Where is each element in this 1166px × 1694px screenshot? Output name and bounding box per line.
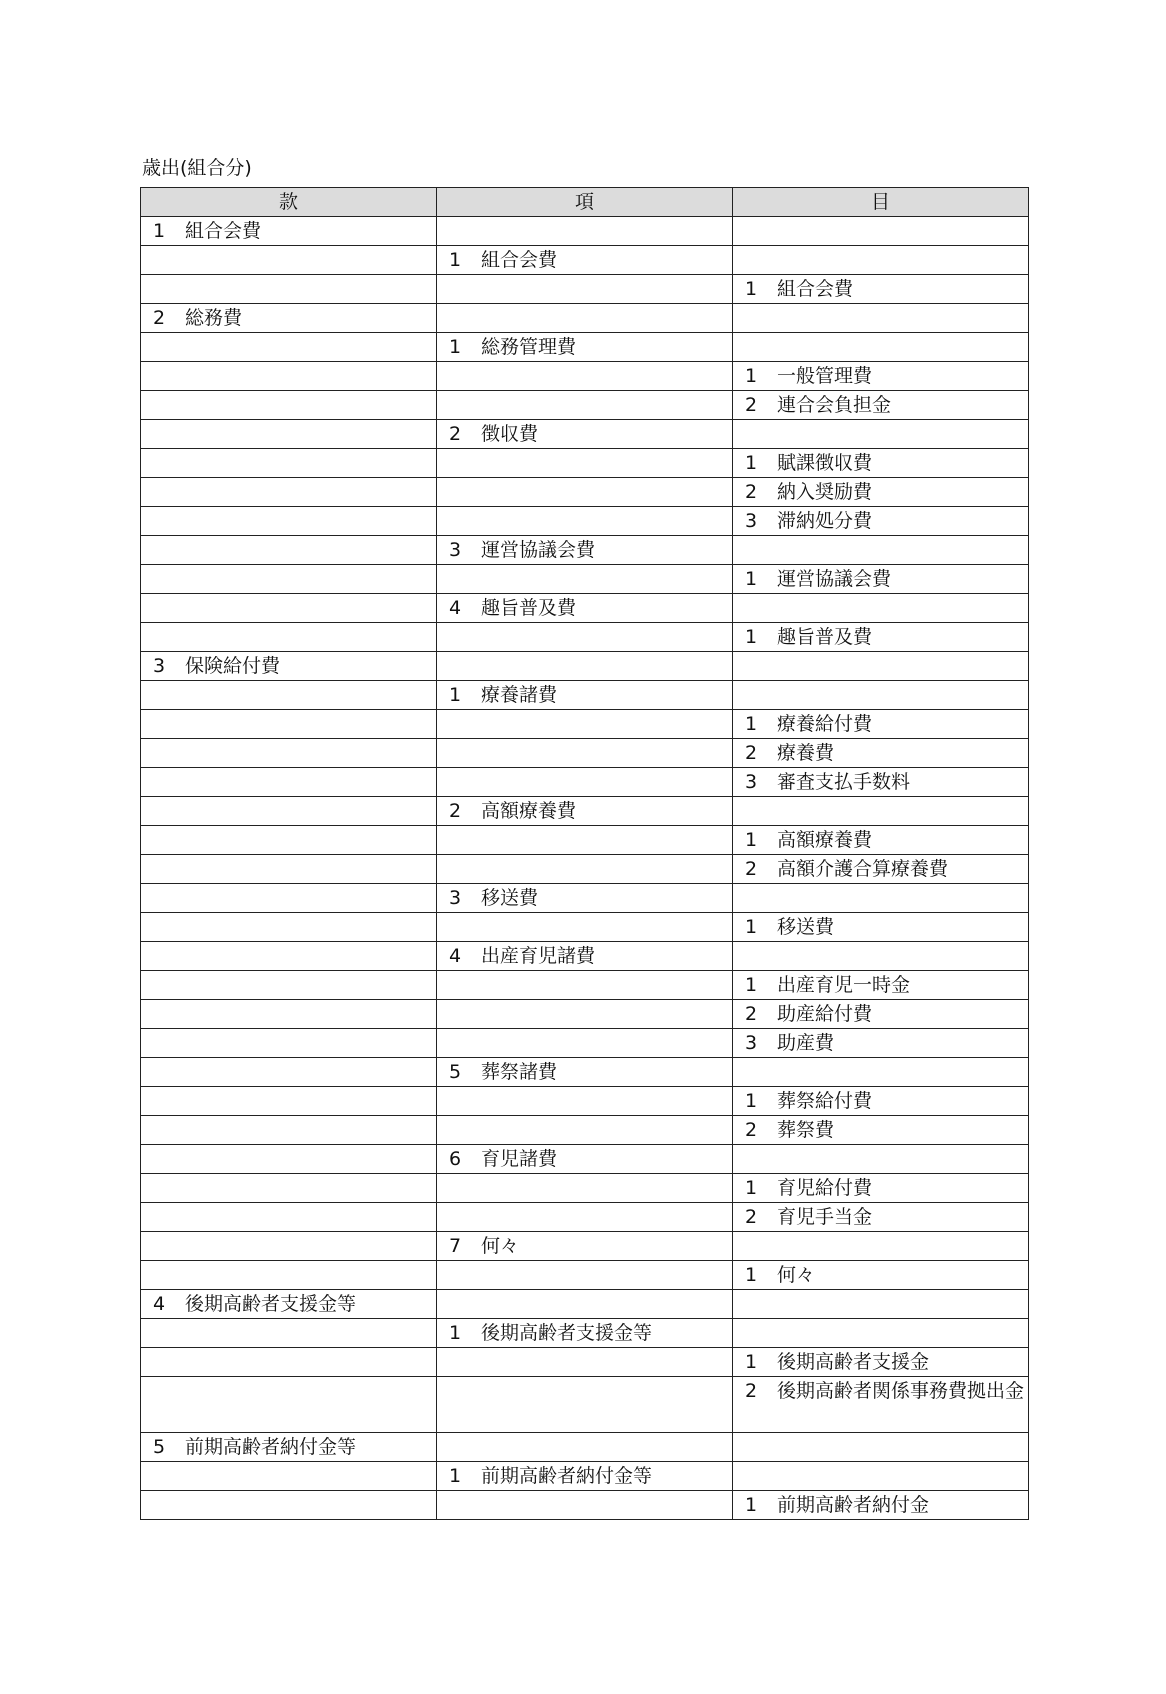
item-number: 1 bbox=[449, 249, 462, 271]
item-number: 1 bbox=[745, 365, 758, 387]
item-number: 4 bbox=[153, 1293, 166, 1315]
table-cell-kan bbox=[141, 942, 437, 971]
table-cell-kan bbox=[141, 884, 437, 913]
table-cell-moku bbox=[733, 449, 1029, 478]
table-cell-kan bbox=[141, 275, 437, 304]
table-cell-kou bbox=[437, 971, 733, 1000]
table-cell-moku bbox=[733, 536, 1029, 565]
table-cell-kou bbox=[437, 1462, 733, 1491]
table-cell-kou bbox=[437, 420, 733, 449]
table-cell-kou bbox=[437, 1116, 733, 1145]
table-cell-moku bbox=[733, 391, 1029, 420]
item-label: 審査支払手数料 bbox=[777, 771, 911, 793]
table-row bbox=[141, 1203, 1029, 1232]
table-cell-moku bbox=[733, 1261, 1029, 1290]
table-cell-kou bbox=[437, 449, 733, 478]
item-number: 1 bbox=[745, 1177, 758, 1199]
item-number: 3 bbox=[449, 539, 462, 561]
item-label: 徴収費 bbox=[481, 423, 539, 445]
table-cell-moku bbox=[733, 1029, 1029, 1058]
table-cell-kou bbox=[437, 333, 733, 362]
item-label: 育児諸費 bbox=[481, 1148, 558, 1170]
table-cell-kan bbox=[141, 1058, 437, 1087]
table-row bbox=[141, 1348, 1029, 1377]
table-row bbox=[141, 913, 1029, 942]
table-row bbox=[141, 507, 1029, 536]
table-row bbox=[141, 391, 1029, 420]
item-number: 2 bbox=[745, 858, 758, 880]
item-number: 1 bbox=[745, 713, 758, 735]
table-row bbox=[141, 1290, 1029, 1319]
item-number: 2 bbox=[153, 307, 166, 329]
table-cell-kou bbox=[437, 217, 733, 246]
column-header-kan: 款 bbox=[141, 188, 437, 217]
item-label: 趣旨普及費 bbox=[481, 597, 577, 619]
table-cell-kou bbox=[437, 1319, 733, 1348]
item-number: 3 bbox=[449, 887, 462, 909]
item-number: 2 bbox=[449, 800, 462, 822]
table-row bbox=[141, 275, 1029, 304]
table-cell-kan bbox=[141, 449, 437, 478]
table-cell-moku bbox=[733, 884, 1029, 913]
table-cell-kan bbox=[141, 217, 437, 246]
item-number: 1 bbox=[745, 916, 758, 938]
table-cell-moku bbox=[733, 217, 1029, 246]
table-row bbox=[141, 333, 1029, 362]
item-number: 1 bbox=[745, 1351, 758, 1373]
table-row bbox=[141, 420, 1029, 449]
table-body bbox=[141, 217, 1029, 1520]
table-cell-kou bbox=[437, 652, 733, 681]
item-number: 4 bbox=[449, 597, 462, 619]
table-cell-kou bbox=[437, 710, 733, 739]
item-number: 5 bbox=[449, 1061, 462, 1083]
table-cell-kan bbox=[141, 913, 437, 942]
table-cell-kan bbox=[141, 1348, 437, 1377]
table-row bbox=[141, 884, 1029, 913]
table-cell-kou bbox=[437, 536, 733, 565]
table-cell-kan bbox=[141, 1000, 437, 1029]
table-cell-kou bbox=[437, 362, 733, 391]
table-cell-moku bbox=[733, 826, 1029, 855]
table-cell-kou bbox=[437, 797, 733, 826]
item-label: 滞納処分費 bbox=[777, 510, 873, 532]
table-cell-kan bbox=[141, 623, 437, 652]
item-number: 1 bbox=[449, 684, 462, 706]
table-cell-kou bbox=[437, 1290, 733, 1319]
item-label: 育児給付費 bbox=[777, 1177, 873, 1199]
table-cell-kou bbox=[437, 1491, 733, 1520]
item-label: 高額療養費 bbox=[777, 829, 873, 851]
item-number: 1 bbox=[153, 220, 166, 242]
table-cell-kan bbox=[141, 391, 437, 420]
item-number: 1 bbox=[745, 452, 758, 474]
table-row bbox=[141, 1319, 1029, 1348]
table-row bbox=[141, 739, 1029, 768]
item-label: 後期高齢者支援金 bbox=[777, 1351, 930, 1373]
table-cell-kan bbox=[141, 1174, 437, 1203]
table-cell-kou bbox=[437, 884, 733, 913]
table-cell-kou bbox=[437, 1203, 733, 1232]
item-label: 助産費 bbox=[777, 1032, 835, 1054]
table-cell-kou bbox=[437, 507, 733, 536]
table-cell-kan bbox=[141, 478, 437, 507]
table-cell-moku bbox=[733, 1377, 1029, 1433]
table-row bbox=[141, 1433, 1029, 1462]
table-cell-kan bbox=[141, 362, 437, 391]
table-cell-moku bbox=[733, 507, 1029, 536]
table-cell-kou bbox=[437, 1029, 733, 1058]
table-cell-moku bbox=[733, 1203, 1029, 1232]
table-cell-moku bbox=[733, 797, 1029, 826]
item-label: 葬祭費 bbox=[777, 1119, 835, 1141]
table-cell-kan bbox=[141, 1087, 437, 1116]
table-row bbox=[141, 478, 1029, 507]
table-cell-moku bbox=[733, 1000, 1029, 1029]
table-cell-moku bbox=[733, 1491, 1029, 1520]
item-label: 何々 bbox=[481, 1235, 520, 1257]
table-cell-kou bbox=[437, 1261, 733, 1290]
table-cell-kou bbox=[437, 304, 733, 333]
item-label: 納入奨励費 bbox=[777, 481, 873, 503]
table-cell-moku bbox=[733, 1433, 1029, 1462]
table-cell-kan bbox=[141, 1290, 437, 1319]
table-cell-moku bbox=[733, 739, 1029, 768]
table-cell-moku bbox=[733, 478, 1029, 507]
table-row bbox=[141, 855, 1029, 884]
table-cell-moku bbox=[733, 565, 1029, 594]
table-cell-moku bbox=[733, 1348, 1029, 1377]
item-number: 2 bbox=[745, 1206, 758, 1228]
item-label: 葬祭諸費 bbox=[481, 1061, 558, 1083]
item-number: 1 bbox=[745, 1264, 758, 1286]
table-row bbox=[141, 1261, 1029, 1290]
table-cell-kan bbox=[141, 1319, 437, 1348]
table-cell-kan bbox=[141, 1232, 437, 1261]
item-label: 後期高齢者支援金等 bbox=[481, 1322, 653, 1344]
table-row bbox=[141, 1377, 1029, 1433]
item-label: 何々 bbox=[777, 1264, 816, 1286]
table-cell-kan bbox=[141, 1145, 437, 1174]
table-cell-kan bbox=[141, 1462, 437, 1491]
item-label: 趣旨普及費 bbox=[777, 626, 873, 648]
table-row bbox=[141, 681, 1029, 710]
table-cell-kan bbox=[141, 971, 437, 1000]
table-row bbox=[141, 768, 1029, 797]
item-label: 総務費 bbox=[185, 307, 243, 329]
item-label: 組合会費 bbox=[777, 278, 854, 300]
item-number: 6 bbox=[449, 1148, 462, 1170]
item-number: 2 bbox=[745, 394, 758, 416]
table-cell-kou bbox=[437, 1348, 733, 1377]
table-row bbox=[141, 797, 1029, 826]
table-row bbox=[141, 1145, 1029, 1174]
item-number: 1 bbox=[449, 1465, 462, 1487]
item-number: 1 bbox=[745, 1090, 758, 1112]
table-cell-kou bbox=[437, 942, 733, 971]
table-row bbox=[141, 217, 1029, 246]
item-label: 前期高齢者納付金等 bbox=[481, 1465, 653, 1487]
table-cell-kou bbox=[437, 594, 733, 623]
item-label: 移送費 bbox=[481, 887, 539, 909]
item-number: 3 bbox=[745, 771, 758, 793]
table-row bbox=[141, 652, 1029, 681]
table-cell-moku bbox=[733, 1145, 1029, 1174]
item-label: 出産育児一時金 bbox=[777, 974, 911, 996]
table-cell-kou bbox=[437, 1000, 733, 1029]
item-number: 1 bbox=[745, 568, 758, 590]
table-cell-moku bbox=[733, 594, 1029, 623]
table-cell-moku bbox=[733, 913, 1029, 942]
table-cell-kou bbox=[437, 855, 733, 884]
item-label: 賦課徴収費 bbox=[777, 452, 873, 474]
item-number: 1 bbox=[449, 1322, 462, 1344]
table-cell-moku bbox=[733, 1232, 1029, 1261]
table-cell-kou bbox=[437, 275, 733, 304]
column-header-kou: 項 bbox=[437, 188, 733, 217]
item-label: 移送費 bbox=[777, 916, 835, 938]
table-cell-kan bbox=[141, 333, 437, 362]
item-number: 2 bbox=[745, 1380, 758, 1402]
table-cell-moku bbox=[733, 1174, 1029, 1203]
item-number: 3 bbox=[745, 510, 758, 532]
table-cell-moku bbox=[733, 1087, 1029, 1116]
item-label: 一般管理費 bbox=[777, 365, 873, 387]
item-label: 療養給付費 bbox=[777, 713, 873, 735]
table-cell-kou bbox=[437, 565, 733, 594]
item-label: 前期高齢者納付金等 bbox=[185, 1436, 357, 1458]
table-row bbox=[141, 1462, 1029, 1491]
table-cell-kan bbox=[141, 681, 437, 710]
table-cell-kou bbox=[437, 681, 733, 710]
table-row bbox=[141, 826, 1029, 855]
table-cell-kan bbox=[141, 1261, 437, 1290]
item-label: 出産育児諸費 bbox=[481, 945, 596, 967]
table-cell-kan bbox=[141, 739, 437, 768]
item-label: 運営協議会費 bbox=[481, 539, 596, 561]
table-row bbox=[141, 536, 1029, 565]
item-label: 育児手当金 bbox=[777, 1206, 873, 1228]
table-row bbox=[141, 449, 1029, 478]
table-cell-kan bbox=[141, 536, 437, 565]
item-label: 葬祭給付費 bbox=[777, 1090, 873, 1112]
table-cell-kan bbox=[141, 565, 437, 594]
table-cell-moku bbox=[733, 855, 1029, 884]
item-number: 5 bbox=[153, 1436, 166, 1458]
table-row bbox=[141, 1491, 1029, 1520]
table-cell-moku bbox=[733, 768, 1029, 797]
table-row bbox=[141, 1087, 1029, 1116]
table-cell-moku bbox=[733, 681, 1029, 710]
table-cell-moku bbox=[733, 1462, 1029, 1491]
table-cell-kan bbox=[141, 507, 437, 536]
table-row bbox=[141, 1174, 1029, 1203]
table-cell-moku bbox=[733, 710, 1029, 739]
table-row bbox=[141, 1000, 1029, 1029]
table-cell-moku bbox=[733, 623, 1029, 652]
table-cell-kou bbox=[437, 739, 733, 768]
table-row bbox=[141, 942, 1029, 971]
item-number: 1 bbox=[449, 336, 462, 358]
table-cell-kan bbox=[141, 855, 437, 884]
table-cell-moku bbox=[733, 304, 1029, 333]
table-cell-moku bbox=[733, 1290, 1029, 1319]
table-header-row bbox=[141, 188, 1029, 217]
table-cell-kan bbox=[141, 420, 437, 449]
budget-table bbox=[140, 187, 1029, 1520]
item-number: 2 bbox=[745, 481, 758, 503]
table-cell-kan bbox=[141, 1377, 437, 1433]
item-label: 連合会負担金 bbox=[777, 394, 892, 416]
table-cell-kan bbox=[141, 594, 437, 623]
table-cell-kan bbox=[141, 304, 437, 333]
table-cell-moku bbox=[733, 1116, 1029, 1145]
item-label: 高額療養費 bbox=[481, 800, 577, 822]
item-label: 助産給付費 bbox=[777, 1003, 873, 1025]
table-cell-kou bbox=[437, 391, 733, 420]
item-number: 7 bbox=[449, 1235, 462, 1257]
item-number: 2 bbox=[449, 423, 462, 445]
table-cell-kan bbox=[141, 710, 437, 739]
table-cell-moku bbox=[733, 1319, 1029, 1348]
table-row bbox=[141, 1029, 1029, 1058]
item-number: 1 bbox=[745, 829, 758, 851]
item-label: 前期高齢者納付金 bbox=[777, 1494, 930, 1516]
table-cell-kou bbox=[437, 1377, 733, 1433]
item-label: 運営協議会費 bbox=[777, 568, 892, 590]
table-row bbox=[141, 971, 1029, 1000]
column-header-moku: 目 bbox=[733, 188, 1029, 217]
item-number: 3 bbox=[745, 1032, 758, 1054]
table-row bbox=[141, 246, 1029, 275]
table-row bbox=[141, 1232, 1029, 1261]
table-cell-kan bbox=[141, 1029, 437, 1058]
table-row bbox=[141, 594, 1029, 623]
table-cell-moku bbox=[733, 942, 1029, 971]
item-number: 2 bbox=[745, 742, 758, 764]
table-cell-moku bbox=[733, 420, 1029, 449]
item-label: 後期高齢者関係事務費拠出金 bbox=[777, 1380, 1025, 1402]
table-cell-kan bbox=[141, 768, 437, 797]
table-cell-kou bbox=[437, 913, 733, 942]
table-cell-moku bbox=[733, 362, 1029, 391]
table-cell-kan bbox=[141, 1491, 437, 1520]
table-cell-kou bbox=[437, 768, 733, 797]
table-cell-kou bbox=[437, 1232, 733, 1261]
item-number: 2 bbox=[745, 1119, 758, 1141]
table-cell-moku bbox=[733, 333, 1029, 362]
table-cell-kan bbox=[141, 652, 437, 681]
item-number: 4 bbox=[449, 945, 462, 967]
item-label: 高額介護合算療養費 bbox=[777, 858, 949, 880]
table-row bbox=[141, 1058, 1029, 1087]
table-cell-kan bbox=[141, 1116, 437, 1145]
item-label: 組合会費 bbox=[481, 249, 558, 271]
table-row bbox=[141, 565, 1029, 594]
table-cell-kou bbox=[437, 1174, 733, 1203]
item-number: 2 bbox=[745, 1003, 758, 1025]
table-cell-kou bbox=[437, 623, 733, 652]
table-cell-kou bbox=[437, 826, 733, 855]
item-label: 総務管理費 bbox=[481, 336, 577, 358]
item-label: 療養費 bbox=[777, 742, 835, 764]
item-number: 1 bbox=[745, 278, 758, 300]
table-cell-kou bbox=[437, 478, 733, 507]
item-number: 1 bbox=[745, 626, 758, 648]
item-number: 1 bbox=[745, 974, 758, 996]
table-cell-moku bbox=[733, 971, 1029, 1000]
table-cell-moku bbox=[733, 652, 1029, 681]
table-cell-kan bbox=[141, 797, 437, 826]
table-cell-moku bbox=[733, 246, 1029, 275]
item-label: 療養諸費 bbox=[481, 684, 558, 706]
table-cell-kan bbox=[141, 1433, 437, 1462]
table-cell-kou bbox=[437, 246, 733, 275]
table-cell-kou bbox=[437, 1087, 733, 1116]
item-label: 組合会費 bbox=[185, 220, 262, 242]
table-row bbox=[141, 1116, 1029, 1145]
item-label: 保険給付費 bbox=[185, 655, 281, 677]
table-cell-kou bbox=[437, 1058, 733, 1087]
table-row bbox=[141, 710, 1029, 739]
page-title: 歳出(組合分) bbox=[142, 157, 252, 179]
table-cell-kan bbox=[141, 1203, 437, 1232]
item-label: 後期高齢者支援金等 bbox=[185, 1293, 357, 1315]
table-cell-kou bbox=[437, 1145, 733, 1174]
table-cell-kan bbox=[141, 826, 437, 855]
table-cell-moku bbox=[733, 275, 1029, 304]
table-row bbox=[141, 304, 1029, 333]
table-row bbox=[141, 362, 1029, 391]
table-row bbox=[141, 623, 1029, 652]
table-cell-kou bbox=[437, 1433, 733, 1462]
item-number: 3 bbox=[153, 655, 166, 677]
item-number: 1 bbox=[745, 1494, 758, 1516]
table-cell-kan bbox=[141, 246, 437, 275]
table-cell-moku bbox=[733, 1058, 1029, 1087]
